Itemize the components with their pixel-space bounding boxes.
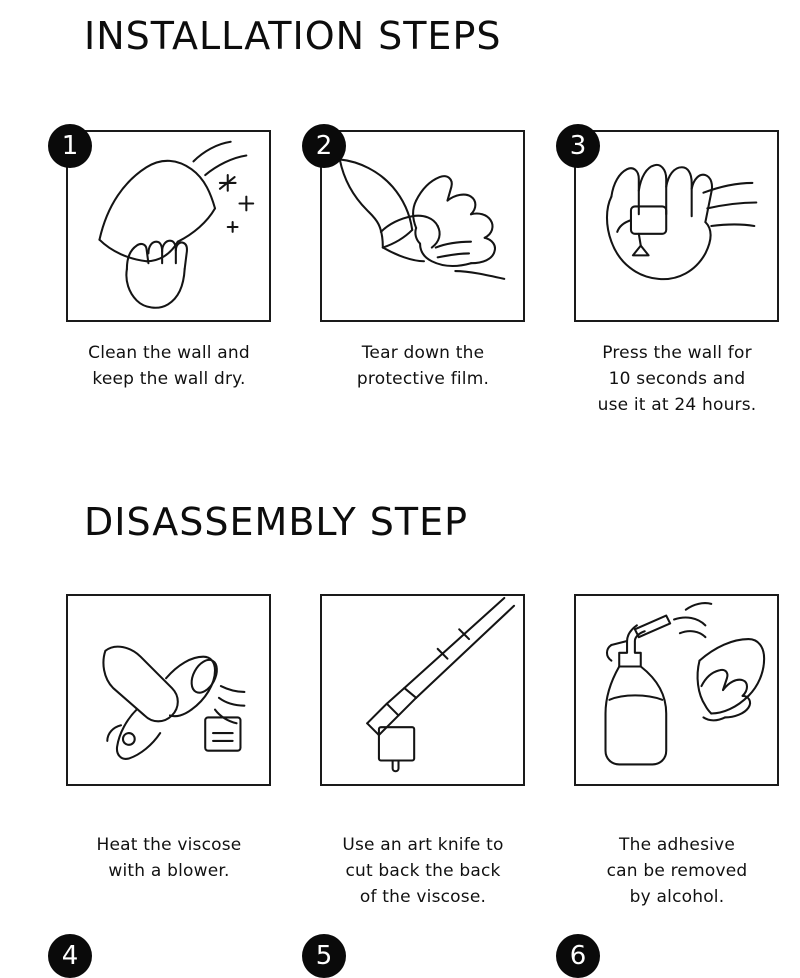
step-2 (302, 130, 546, 418)
step-6 (556, 594, 800, 971)
step-illustration-frame-4 (66, 594, 271, 786)
art-knife-cutting-adhesive-icon (322, 596, 523, 784)
step-caption-2: Tear down the protective film. (356, 343, 490, 389)
step-5 (302, 594, 546, 971)
step-caption-4: Heat the viscose with a blower. (96, 835, 242, 881)
step-caption-5: Use an art knife to cut back the back of the viscose. (342, 835, 504, 907)
step-number-badge-2: 2 (302, 124, 346, 168)
hand-wiping-cloth-on-wall-icon (68, 132, 269, 320)
step-3 (556, 130, 800, 418)
installation-steps-row (0, 130, 800, 418)
step-number-badge-5: 5 (302, 934, 346, 978)
hair-blower-heating-hook-icon (68, 596, 269, 784)
step-1 (48, 130, 292, 418)
disassembly-steps-row (0, 594, 800, 971)
step-illustration-frame-6 (574, 594, 779, 786)
step-caption-6: The adhesive can be removed by alcohol. (606, 835, 748, 907)
step-caption-1: Clean the wall and keep the wall dry. (88, 343, 250, 389)
hand-pressing-hook-on-wall-icon (576, 132, 777, 320)
spray-bottle-alcohol-cloth-icon (576, 596, 777, 784)
step-illustration-frame-3 (574, 130, 779, 322)
step-4 (48, 594, 292, 971)
section-title-disassembly: DISASSEMBLY STEP (84, 500, 469, 544)
step-caption-3: Press the wall for 10 seconds and use it at 24 hours. (597, 343, 757, 415)
step-number-badge-1: 1 (48, 124, 92, 168)
step-illustration-frame-5 (320, 594, 525, 786)
step-number-badge-3: 3 (556, 124, 600, 168)
step-illustration-frame-1 (66, 130, 271, 322)
step-illustration-frame-2 (320, 130, 525, 322)
section-title-installation: INSTALLATION STEPS (84, 14, 502, 58)
step-number-badge-4: 4 (48, 934, 92, 978)
hands-peeling-protective-film-icon (322, 132, 523, 320)
step-number-badge-6: 6 (556, 934, 600, 978)
